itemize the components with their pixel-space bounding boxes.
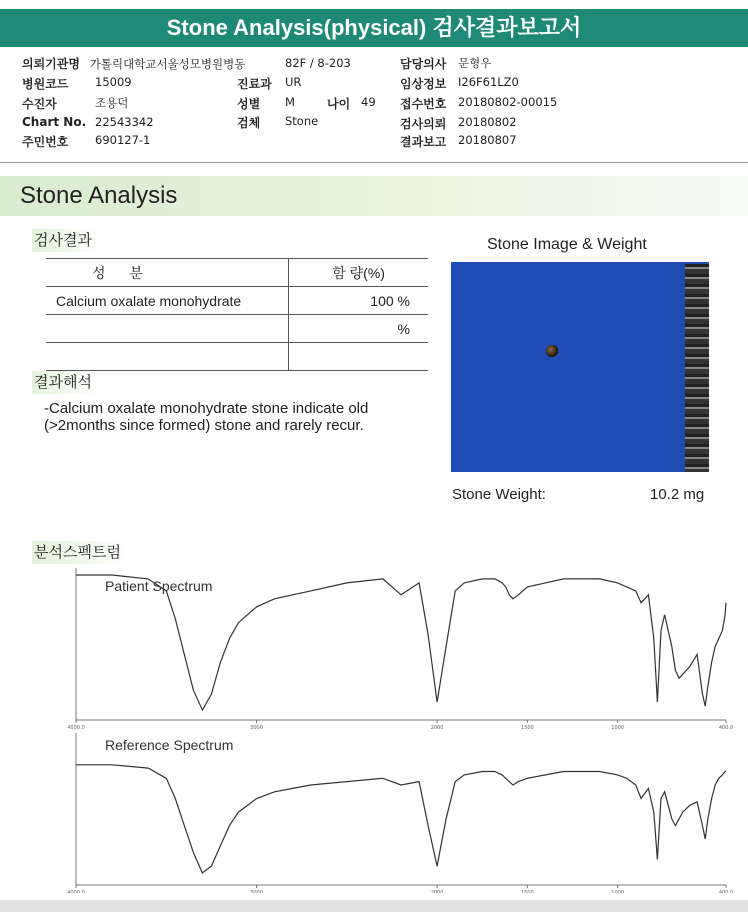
x-tick-group bbox=[67, 885, 733, 893]
header-label: 의뢰기관명 bbox=[22, 57, 80, 71]
sex-value: M bbox=[285, 95, 295, 109]
spectrum-heading: 분석스펙트럼 bbox=[32, 541, 129, 564]
specimen-label: 검체 bbox=[237, 116, 261, 130]
x-tick-label: 2000 bbox=[430, 890, 444, 893]
header-label: 검사의뢰 bbox=[400, 117, 447, 131]
x-tick-label: 400.0 bbox=[718, 725, 734, 731]
header-value: 조용덕 bbox=[95, 96, 129, 110]
header-row-4 bbox=[22, 115, 86, 129]
x-tick-label: 1000 bbox=[611, 890, 625, 893]
age-field bbox=[327, 95, 350, 112]
x-tick-label: 400.0 bbox=[718, 890, 734, 893]
dept-field bbox=[237, 75, 272, 92]
x-tick-label: 1000 bbox=[611, 725, 625, 731]
header-value: 가톨릭대학교서울성모병원병동 bbox=[89, 57, 246, 71]
stone-weight-label: Stone Weight: bbox=[452, 486, 546, 503]
header-row-3 bbox=[22, 95, 57, 112]
age-label: 나이 bbox=[327, 97, 351, 111]
column-header-component: 성 분 bbox=[92, 264, 153, 281]
header-right-row-3 bbox=[400, 95, 446, 112]
sex-label: 성별 bbox=[237, 97, 261, 111]
x-tick-label: 3000 bbox=[250, 890, 263, 893]
header-label: 접수번호 bbox=[400, 97, 447, 111]
section-title: Stone Analysis bbox=[20, 182, 178, 209]
patient-spectrum-label: Patient Spectrum bbox=[105, 578, 213, 594]
header-value: I26F61LZ0 bbox=[458, 75, 519, 89]
x-tick-label: 4000.0 bbox=[67, 725, 85, 731]
header-label: 임상정보 bbox=[400, 77, 447, 91]
header-label: 주민번호 bbox=[22, 135, 69, 149]
table-row bbox=[46, 287, 428, 315]
x-tick-label: 1500 bbox=[521, 725, 534, 731]
amount-cell: 100 % bbox=[289, 287, 428, 315]
x-tick-label: 1500 bbox=[521, 890, 534, 893]
age-value: 49 bbox=[361, 95, 376, 109]
amount-cell bbox=[289, 343, 428, 371]
interpretation-line: (>2months since formed) stone and rarely recur. bbox=[44, 417, 364, 434]
specimen-field bbox=[237, 114, 260, 131]
interpretation-heading: 결과해석 bbox=[32, 371, 100, 394]
reference-spectrum-line bbox=[76, 765, 726, 873]
interpretation-line: -Calcium oxalate monohydrate stone indicate old bbox=[44, 400, 369, 417]
header-value: 20180807 bbox=[458, 133, 517, 147]
header-value: 20180802-00015 bbox=[458, 95, 558, 109]
amount-cell: % bbox=[289, 315, 428, 343]
header-right-row-2 bbox=[400, 75, 446, 92]
stone-specimen bbox=[546, 345, 558, 357]
header-label: 결과보고 bbox=[400, 135, 447, 149]
header-right-row-4 bbox=[400, 115, 446, 132]
table-row bbox=[46, 343, 428, 371]
header-value: 690127-1 bbox=[95, 133, 151, 147]
sex-field bbox=[237, 95, 260, 112]
header-divider bbox=[0, 162, 748, 163]
header-value: 22543342 bbox=[95, 115, 154, 129]
spectrum-charts bbox=[50, 563, 740, 893]
interpretation-text bbox=[44, 400, 444, 434]
reference-spectrum-panel bbox=[67, 733, 733, 893]
component-cell: Calcium oxalate monohydrate bbox=[56, 292, 242, 309]
header-label: 수진자 bbox=[22, 97, 57, 111]
component-cell bbox=[46, 349, 56, 365]
stone-image-heading: Stone Image & Weight bbox=[487, 236, 647, 253]
header-right-row-5 bbox=[400, 133, 446, 150]
header-value: 문형우 bbox=[458, 56, 492, 70]
header-value: 20180802 bbox=[458, 115, 517, 129]
specimen-value: Stone bbox=[285, 114, 319, 128]
header-info bbox=[0, 52, 748, 160]
stone-photo bbox=[451, 262, 709, 472]
x-tick-label: 2000 bbox=[430, 725, 444, 731]
stone-weight-value: 10.2 mg bbox=[650, 486, 705, 503]
x-tick-label: 3000 bbox=[250, 725, 263, 731]
results-table bbox=[46, 258, 428, 371]
x-tick-group bbox=[67, 720, 733, 731]
reference-spectrum-label: Reference Spectrum bbox=[105, 737, 234, 753]
header-value: 15009 bbox=[95, 75, 132, 89]
results-heading: 검사결과 bbox=[32, 229, 100, 252]
header-right-row-1 bbox=[400, 55, 446, 72]
dept-value: UR bbox=[285, 75, 302, 89]
table-row bbox=[46, 315, 428, 343]
patient-spectrum-panel bbox=[67, 568, 733, 731]
footer-bar bbox=[0, 900, 748, 912]
header-row-2 bbox=[22, 75, 68, 92]
header-label: 담당의사 bbox=[400, 57, 447, 71]
column-header-amount: 함 량(%) bbox=[289, 259, 428, 287]
ruler-scale bbox=[685, 264, 709, 472]
table-header-row bbox=[46, 259, 428, 287]
header-row-1 bbox=[22, 55, 245, 72]
x-tick-label: 4000.0 bbox=[67, 890, 85, 893]
header-label: 병원코드 bbox=[22, 77, 69, 91]
report-title: Stone Analysis(physical) 검사결과보고서 bbox=[0, 9, 748, 47]
header-label: Chart No. bbox=[22, 115, 87, 129]
header-row-5 bbox=[22, 133, 68, 150]
component-cell bbox=[46, 321, 56, 337]
dept-label: 진료과 bbox=[237, 77, 272, 91]
ward-value: 82F / 8-203 bbox=[285, 56, 351, 70]
patient-spectrum-line bbox=[76, 575, 726, 710]
